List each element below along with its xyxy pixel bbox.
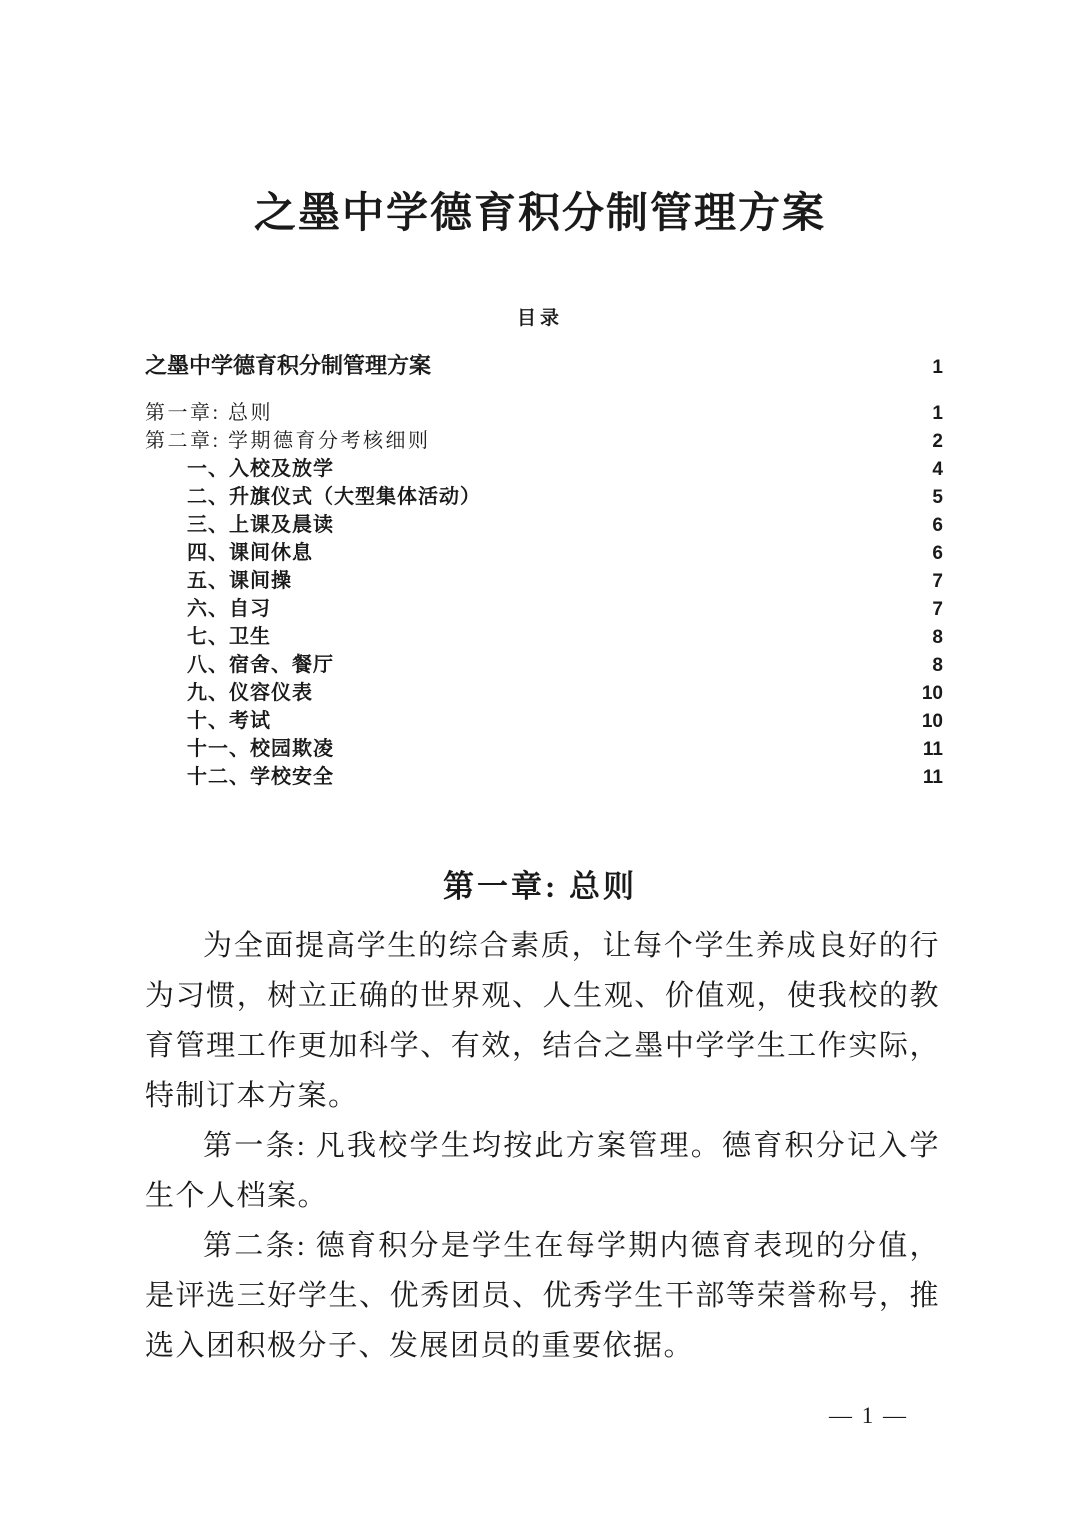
toc-entry-label: 第二章: 学期德育分考核细则: [145, 429, 431, 452]
toc-entry-section-7: [145, 623, 943, 651]
toc-entry-section-1: [145, 455, 943, 483]
toc-entry-label: 十、考试: [187, 709, 271, 732]
toc-list: [145, 352, 943, 791]
toc-entry-page-number: 1: [932, 356, 943, 378]
table-of-contents: [0, 303, 1080, 791]
toc-entry-page-number: 10: [921, 682, 943, 704]
toc-entry-chapter-2: [145, 427, 943, 455]
toc-entry-page-number: 1: [932, 402, 943, 424]
toc-entry-label: 七、卫生: [187, 625, 271, 648]
toc-entry-label: 九、仪容仪表: [187, 681, 313, 704]
toc-entry-page-number: 7: [932, 570, 943, 592]
toc-entry-section-12: [145, 763, 943, 791]
toc-entry-page-number: 2: [932, 430, 943, 452]
toc-entry-page-number: 6: [932, 514, 943, 536]
toc-entry-chapter-1: [145, 399, 943, 427]
toc-entry-section-11: [145, 735, 943, 763]
toc-entry-page-number: 8: [932, 626, 943, 648]
toc-entry-document-title: [145, 352, 943, 380]
toc-entry-label: 三、上课及晨读: [187, 513, 334, 536]
toc-entry-page-number: 5: [932, 486, 943, 508]
toc-entry-label: 十二、学校安全: [187, 765, 334, 788]
toc-entry-section-9: [145, 679, 943, 707]
page-number-footer: — 1 —: [829, 1403, 908, 1428]
toc-entry-label: 十一、校园欺凌: [187, 737, 334, 760]
chapter-1-paragraph-3: 第二条: 德育积分是学生在每学期内德育表现的分值，是评选三好学生、优秀团员、优秀学生干部等荣誉称号，推选入团积极分子、发展团员的重要依据。: [145, 1229, 940, 1362]
toc-entry-section-10: [145, 707, 943, 735]
toc-entry-page-number: 11: [922, 766, 943, 788]
toc-entry-section-2: [145, 483, 943, 511]
chapter-1-paragraph-1: 为全面提高学生的综合素质，让每个学生养成良好的行为习惯，树立正确的世界观、人生观、价值观，使我校的教育管理工作更加科学、有效，结合之墨中学学生工作实际，特制订本方案。: [145, 929, 940, 1112]
toc-entry-page-number: 4: [932, 458, 943, 480]
toc-entry-page-number: 11: [922, 738, 943, 760]
chapter-1-paragraph-2: 第一条: 凡我校学生均按此方案管理。德育积分记入学生个人档案。: [145, 1129, 940, 1212]
toc-entry-page-number: 7: [932, 598, 943, 620]
toc-entry-section-4: [145, 539, 943, 567]
toc-entry-label: 之墨中学德育积分制管理方案: [145, 352, 432, 378]
toc-entry-section-3: [145, 511, 943, 539]
toc-entry-section-6: [145, 595, 943, 623]
toc-entry-label: 五、课间操: [187, 569, 292, 592]
toc-entry-label: 第一章: 总则: [145, 401, 274, 424]
toc-entry-label: 四、课间休息: [187, 541, 313, 564]
document-title: 之墨中学德育积分制管理方案: [253, 191, 826, 237]
toc-entry-label: 一、入校及放学: [187, 457, 334, 480]
toc-entry-page-number: 6: [932, 542, 943, 564]
toc-entry-label: 六、自习: [187, 597, 271, 620]
toc-entry-label: 二、升旗仪式（大型集体活动）: [187, 485, 481, 508]
toc-entry-section-8: [145, 651, 943, 679]
toc-heading: 目录: [516, 307, 563, 329]
toc-entry-page-number: 8: [932, 654, 943, 676]
toc-entry-label: 八、宿舍、餐厅: [187, 653, 334, 676]
chapter-1-heading: 第一章: 总则: [442, 868, 638, 904]
chapter-1-body: [145, 921, 940, 1371]
toc-entry-page-number: 10: [921, 710, 943, 732]
toc-entry-section-5: [145, 567, 943, 595]
